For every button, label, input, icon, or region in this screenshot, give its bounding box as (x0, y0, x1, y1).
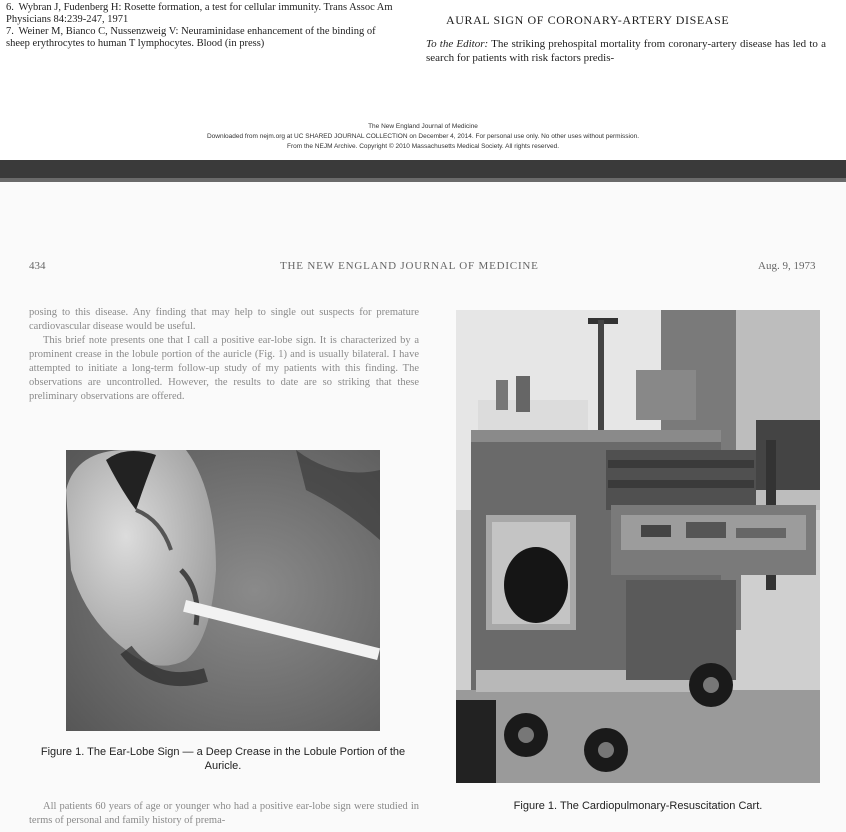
reference-7 (6, 26, 401, 50)
letter-text: The striking prehospital mortality from coronary-artery disease has led to a search for patients with risk factors predis- (426, 38, 826, 64)
body-text (29, 306, 419, 404)
reference-text: Weiner M, Bianco C, Nussenzweig V: Neuraminidase enhancement of the binding of sheep erythrocytes to human T lymphocytes. Blood (in press) (6, 26, 376, 49)
ear-lobe-photo (66, 450, 380, 731)
letter-heading: AURAL SIGN OF CORONARY-ARTERY DISEASE (446, 13, 730, 27)
page-number: 434 (29, 260, 46, 272)
page-divider (0, 160, 846, 182)
reference-number: 6. (6, 2, 14, 13)
reference-number: 7. (6, 26, 14, 37)
resuscitation-cart-photo (456, 310, 820, 783)
letter-salutation: To the Editor: (426, 38, 489, 50)
figure-caption-ear: Figure 1. The Ear-Lobe Sign — a Deep Crease in the Lobule Portion of the Auricle. (40, 746, 406, 772)
footer-journal-name: The New England Journal of Medicine (368, 123, 478, 130)
body-text-continued: All patients 60 years of age or younger who had a positive ear-lobe sign were studied in terms of personal and family history of prema- (29, 801, 419, 826)
reference-text: Wybran J, Fudenberg H: Rosette formation, a test for cellular immunity. Trans Assoc Am Physicians 84:239-247, 1971 (6, 2, 393, 25)
footer-copyright: From the NEJM Archive. Copyright © 2010 Massachusetts Medical Society. All rights reserved. (287, 143, 559, 150)
letter-body (426, 37, 826, 65)
figure-caption-cart: Figure 1. The Cardiopulmonary-Resuscitation Cart. (513, 800, 763, 812)
reference-6 (6, 2, 401, 26)
running-head: THE NEW ENGLAND JOURNAL OF MEDICINE (280, 260, 539, 272)
ear-lobe-illustration (66, 450, 380, 731)
paragraph: This brief note presents one that I call a positive ear-lobe sign. It is characterized by a prominent crease in the lobule portion of the auricle (Fig. 1) and is usually bilateral. I have attempted to initiate a long-term follow-up study of my patients with this finding. The observations are uncontrolled. However, the results to date are so striking that these preliminary observations are offered. (29, 335, 419, 402)
previous-page (0, 0, 846, 160)
resuscitation-cart-illustration (456, 310, 820, 783)
footer-download-notice: Downloaded from nejm.org at UC SHARED JOURNAL COLLECTION on December 4, 2014. For personal use only. No other uses without permission. (206, 133, 640, 140)
page-date: Aug. 9, 1973 (758, 260, 816, 272)
article-page (0, 182, 846, 832)
paragraph: posing to this disease. Any finding that may help to single out suspects for premature cardiovascular disease would be useful. (29, 307, 419, 332)
